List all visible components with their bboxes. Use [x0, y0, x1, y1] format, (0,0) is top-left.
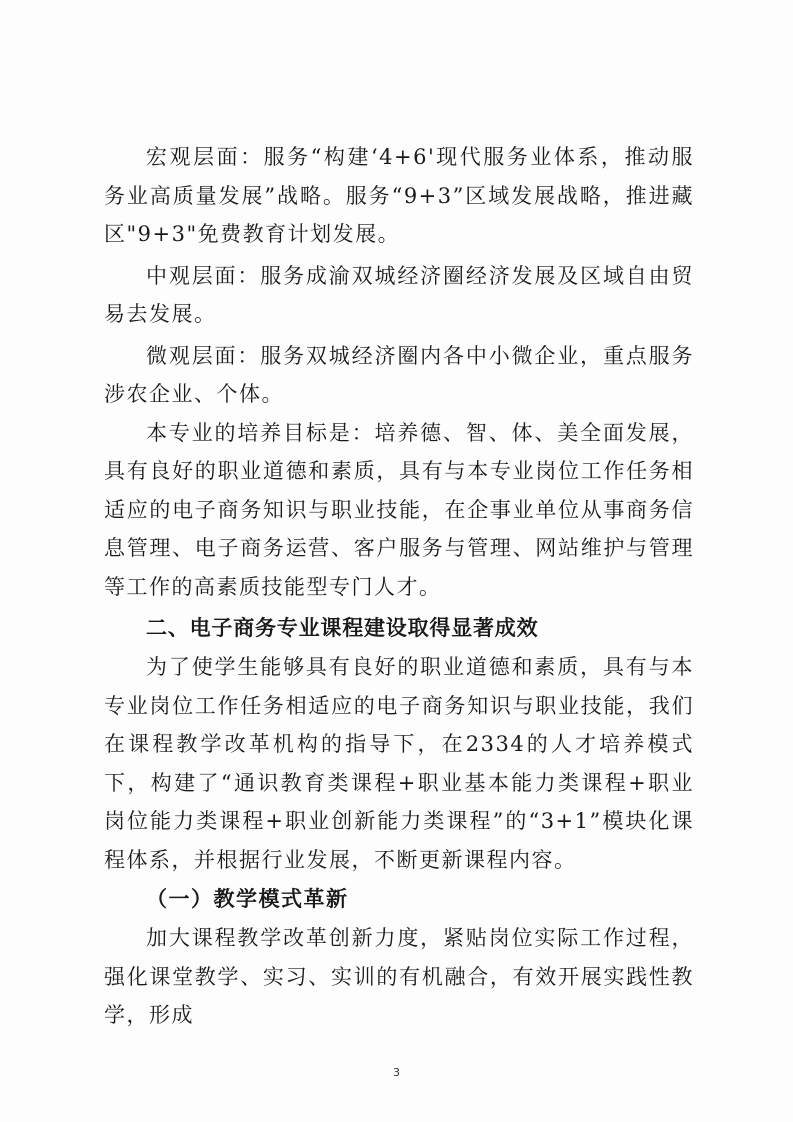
- page-number: 3: [393, 1066, 400, 1079]
- paragraph-training-goal: 本专业的培养目标是：培养德、智、体、美全面发展，具有良好的职业道德和素质，具有与本专业岗位工作任务相适应的电子商务知识与职业技能，在企事业单位从事商务信息管理、电子商务运营、客户服务与管理、网站维护与管理等工作的高素质技能型专门人才。: [104, 420, 694, 599]
- paragraph-teaching-reform: 加大课程教学改革创新力度，紧贴岗位实际工作过程，强化课堂教学、实习、实训的有机融合，有效开展实践性教学，形成: [104, 926, 694, 1027]
- document-body: [104, 138, 694, 1035]
- subsection-heading: （一）教学模式革新: [146, 886, 349, 911]
- paragraph-macro-level: 宏观层面：服务“构建‘4+6'现代服务业体系，推动服务业高质量发展”战略。服务“9+3”区域发展战略，推进藏区"9+3"免费教育计划发展。: [104, 145, 694, 246]
- paragraph-curriculum: 为了使学生能够具有良好的职业道德和素质，具有与本专业岗位工作任务相适应的电子商务知识与职业技能，我们在课程教学改革机构的指导下，在2334的人才培养模式下，构建了“通识教育类课程+职业基本能力类课程+职业岗位能力类课程+职业创新能力类课程”的“3+1”模块化课程体系，并根据行业发展，不断更新课程内容。: [104, 655, 694, 872]
- section-heading: 二、电子商务专业课程建设取得显著成效: [146, 616, 539, 640]
- paragraph-meso-level: 中观层面：服务成渝双城经济圈经济发展及区域自由贸易去发展。: [104, 263, 694, 326]
- paragraph-micro-level: 微观层面：服务双城经济圈内各中小微企业，重点服务涉农企业、个体。: [104, 343, 694, 406]
